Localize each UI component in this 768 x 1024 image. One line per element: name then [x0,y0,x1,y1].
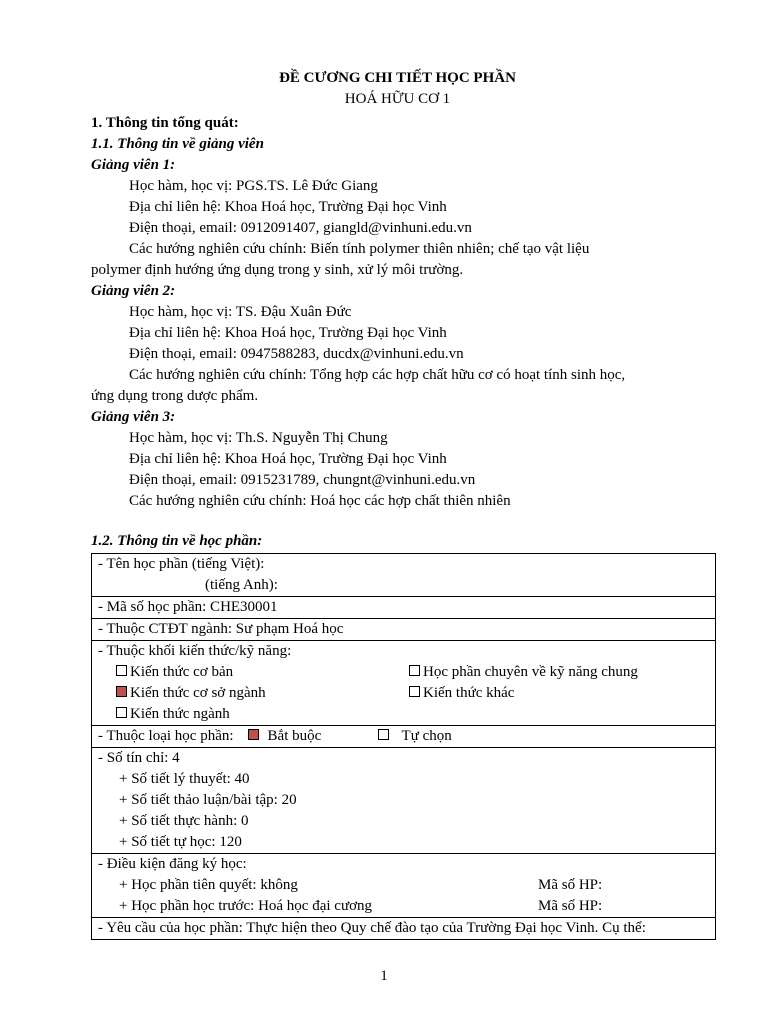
checkbox-basic[interactable] [116,665,127,676]
course-name-vi-label: - Tên học phần (tiếng Việt): [98,556,265,572]
required-label: Bắt buộc [267,728,322,744]
prerequisite-text: + Học phần tiên quyết: không [119,877,298,893]
knowledge-option-label: Kiến thức ngành [130,706,230,722]
credits-total: - Số tín chỉ: 4 [98,750,180,766]
course-type-label: - Thuộc loại học phần: [98,728,234,744]
lecturer-address: Địa chỉ liên hệ: Khoa Hoá học, Trường Đại học Vinh [129,199,447,215]
table-row [92,619,716,641]
requirements-cell: - Yêu cầu của học phần: Thực hiện theo Quy chế đào tạo của Trường Đại học Vinh. Cụ thể: [92,918,716,940]
checkbox-required[interactable] [248,729,259,740]
table-row [92,918,716,940]
lecturer-contact: Điện thoại, email: 0912091407, giangld@vinhuni.edu.vn [129,220,472,236]
document-title: ĐỀ CƯƠNG CHI TIẾT HỌC PHẦN [279,70,516,86]
knowledge-option-label: Kiến thức cơ bản [130,664,234,680]
prerequisite-row [98,875,709,896]
lecturer-label: Giảng viên 2: [91,283,176,299]
prerequisite-heading: - Điều kiện đăng ký học: [98,856,247,872]
credits-theory: + Số tiết lý thuyết: 40 [119,771,250,787]
credits-discussion: + Số tiết thảo luận/bài tập: 20 [119,792,297,808]
prior-course-code: Mã số HP: [538,898,603,914]
lecturer-rank: Học hàm, học vị: PGS.TS. Lê Đức Giang [129,178,378,194]
knowledge-block-cell [92,641,716,726]
lecturer-rank: Học hàm, học vị: TS. Đậu Xuân Đức [129,304,352,320]
prerequisite-code: Mã số HP: [538,877,603,893]
course-info-table [91,553,716,940]
prerequisite-cell [92,854,716,918]
program-cell: - Thuộc CTĐT ngành: Sư phạm Hoá học [92,619,716,641]
knowledge-option-label: Kiến thức khác [423,685,515,701]
lecturer-contact: Điện thoại, email: 0947588283, ducdx@vinhuni.edu.vn [129,346,464,362]
table-row [92,597,716,619]
lecturer-label: Giảng viên 3: [91,409,176,425]
knowledge-option-label: Học phần chuyên về kỹ năng chung [423,664,638,680]
lecturer-label: Giảng viên 1: [91,157,176,173]
prior-course-row [98,896,709,917]
course-name-en-label: (tiếng Anh): [205,577,278,593]
credits-cell [92,748,716,854]
course-code-cell: - Mã số học phần: CHE30001 [92,597,716,619]
document-subtitle: HOÁ HỮU CƠ 1 [344,91,451,107]
lecturer-address: Địa chỉ liên hệ: Khoa Hoá học, Trường Đại học Vinh [129,325,447,341]
lecturer-research-cont: polymer định hướng ứng dụng trong y sinh, xử lý môi trường. [91,262,464,278]
elective-label: Tự chọn [401,728,452,744]
course-name-cell [92,554,716,597]
prior-course-text: + Học phần học trước: Hoá học đại cương [119,898,373,914]
credits-practice: + Số tiết thực hành: 0 [119,813,249,829]
knowledge-heading: - Thuộc khối kiến thức/kỹ năng: [98,643,292,659]
lecturer-research: Các hướng nghiên cứu chính: Tổng hợp các hợp chất hữu cơ có hoạt tính sinh học, [129,367,626,383]
table-row [92,726,716,748]
knowledge-option [409,683,709,704]
table-row [92,554,716,597]
checkbox-other[interactable] [409,686,420,697]
knowledge-options [98,662,709,725]
section-general-heading: 1. Thông tin tổng quát: [91,115,239,131]
credits-self-study: + Số tiết tự học: 120 [119,834,242,850]
lecturer-contact: Điện thoại, email: 0915231789, chungnt@vinhuni.edu.vn [129,472,476,488]
lecturer-address: Địa chỉ liên hệ: Khoa Hoá học, Trường Đại học Vinh [129,451,447,467]
lecturer-research: Các hướng nghiên cứu chính: Hoá học các hợp chất thiên nhiên [129,493,511,509]
lecturer-block [91,281,704,407]
lecturer-rank: Học hàm, học vị: Th.S. Nguyễn Thị Chung [129,430,388,446]
lecturer-info-heading: 1.1. Thông tin về giảng viên [91,136,264,152]
checkbox-elective[interactable] [378,729,389,740]
knowledge-option [116,704,409,725]
course-type-row [98,726,709,747]
knowledge-option [116,662,409,683]
knowledge-option [409,662,709,683]
knowledge-option-label: Kiến thức cơ sở ngành [130,685,266,701]
checkbox-major[interactable] [116,707,127,718]
checkbox-foundation[interactable] [116,686,127,697]
lecturer-research: Các hướng nghiên cứu chính: Biến tính polymer thiên nhiên; chế tạo vật liệu [129,241,590,257]
page-number: 1 [380,968,388,984]
lecturer-research-cont: ứng dụng trong dược phẩm. [91,388,259,404]
checkbox-general-skills[interactable] [409,665,420,676]
spacer [91,512,704,531]
table-row [92,748,716,854]
document-page [91,68,704,940]
course-type-cell [92,726,716,748]
lecturer-block [91,407,704,512]
lecturer-block [91,155,704,281]
course-info-heading: 1.2. Thông tin về học phần: [91,533,263,549]
knowledge-option [116,683,409,704]
table-row [92,854,716,918]
table-row [92,641,716,726]
